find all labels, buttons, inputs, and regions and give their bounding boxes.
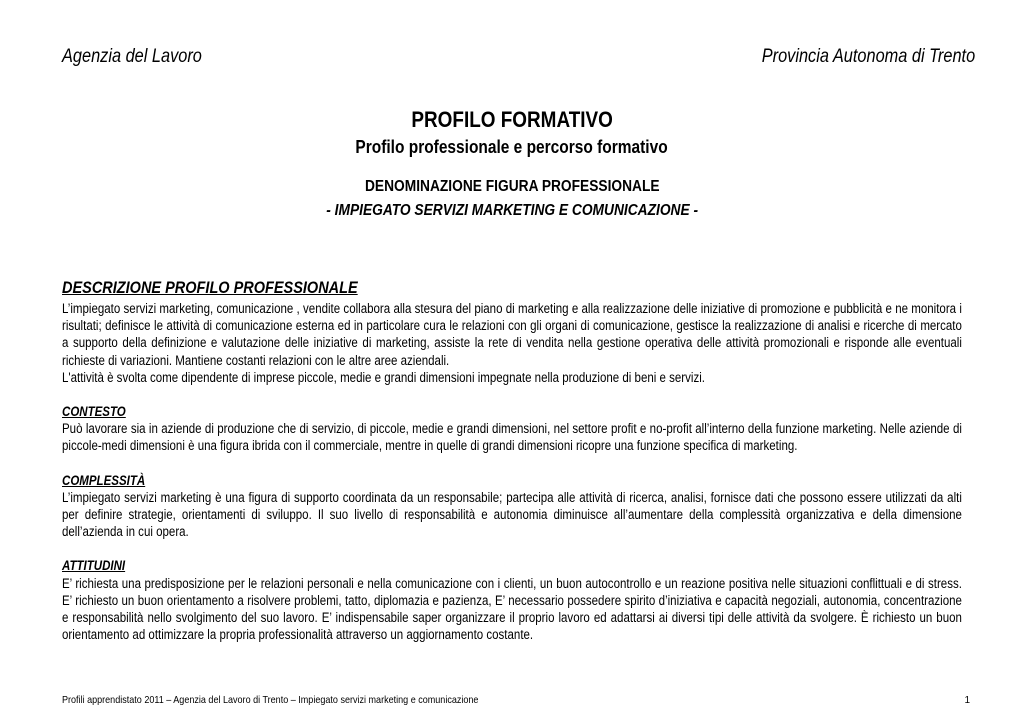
document-body <box>62 276 962 643</box>
document-title: PROFILO FORMATIVO <box>411 107 613 132</box>
header-province: Provincia Autonoma di Trento <box>761 46 975 67</box>
description-paragraph: L’impiegato servizi marketing, comunicazione , vendite collabora alla stesura del piano di marketing e alla realizzazione delle iniziative di promozione e pubblicità e ne monitora i risultati; definisce le attività di comunicazione esterna ed in particolare cura le relazioni con gli organi di comunicazione, gestisce la realizzazione di analisi e ricerche di mercato a supporto della definizione e valutazione delle iniziative di marketing, assiste la rete di vendita nella gestione operativa delle attività promozionali e risponde alle eventuali richieste di variazioni. Mantiene costanti relazioni con le altre aree aziendali. <box>62 301 962 368</box>
complessita-heading: COMPLESSITÀ <box>62 472 146 488</box>
description-paragraph-activity: L'attività è svolta come dipendente di imprese piccole, medie e grandi dimensioni impegnate nella produzione di beni e servizi. <box>62 369 705 385</box>
attitudini-heading: ATTITUDINI <box>62 558 126 574</box>
document-subtitle: Profilo professionale e percorso formativo <box>355 137 669 157</box>
footer-text: Profili apprendistato 2011 – Agenzia del Lavoro di Trento – Impiegato servizi marketing e comunicazione <box>62 694 479 706</box>
page-number: 1 <box>964 695 970 706</box>
attitudini-text: E’ richiesta una predisposizione per le relazioni personali e nella comunicazione con i clienti, un buon autocontrollo e un reazione positiva nelle situazioni conflittuali e di stress. E’ richiesto un buon orientamento a risolvere problemi, tatto, diplomazia e pazienza, E’ necessario possedere spirito d’iniziativa e capacità negoziali, autonomia, concentrazione e responsabilità nello svolgimento del suo lavoro. E’ indispensabile saper organizzare il proprio lavoro ed adattarsi ai diversi tipi delle attività da svolgere. È richiesto un buon orientamento ad ottimizzare la propria professionalità attraverso un aggiornamento costante. <box>62 575 962 643</box>
contesto-text: Può lavorare sia in aziende di produzione che di servizio, di piccole, medie e grandi dimensioni, nel settore profit e no-profit all’interno della funzione marketing. Nelle aziende di piccole-medi dimensioni è una figura ibrida con il commerciale, mentre in quelle di grandi dimensioni ricopre una funzione specifica di marketing. <box>62 421 962 454</box>
denomination-label: DENOMINAZIONE FIGURA PROFESSIONALE <box>364 178 660 195</box>
description-heading: DESCRIZIONE PROFILO PROFESSIONALE <box>62 278 358 297</box>
header-agency: Agenzia del Lavoro <box>62 46 202 67</box>
complessita-text: L’impiegato servizi marketing è una figura di supporto coordinata da un responsabile; partecipa alle attività di ricerca, analisi, fornisce dati che possono essere utilizzati da alti per definire strategie, orientamenti di sviluppo. Il suo livello di responsabilità e autonomia diminuisce all’aumentare della complessità organizzativa e della dimensione dell’azienda in cui opera. <box>62 489 962 540</box>
professional-figure-name: - IMPIEGATO SERVIZI MARKETING E COMUNICAZIONE - <box>326 202 698 219</box>
contesto-heading: CONTESTO <box>62 404 126 420</box>
